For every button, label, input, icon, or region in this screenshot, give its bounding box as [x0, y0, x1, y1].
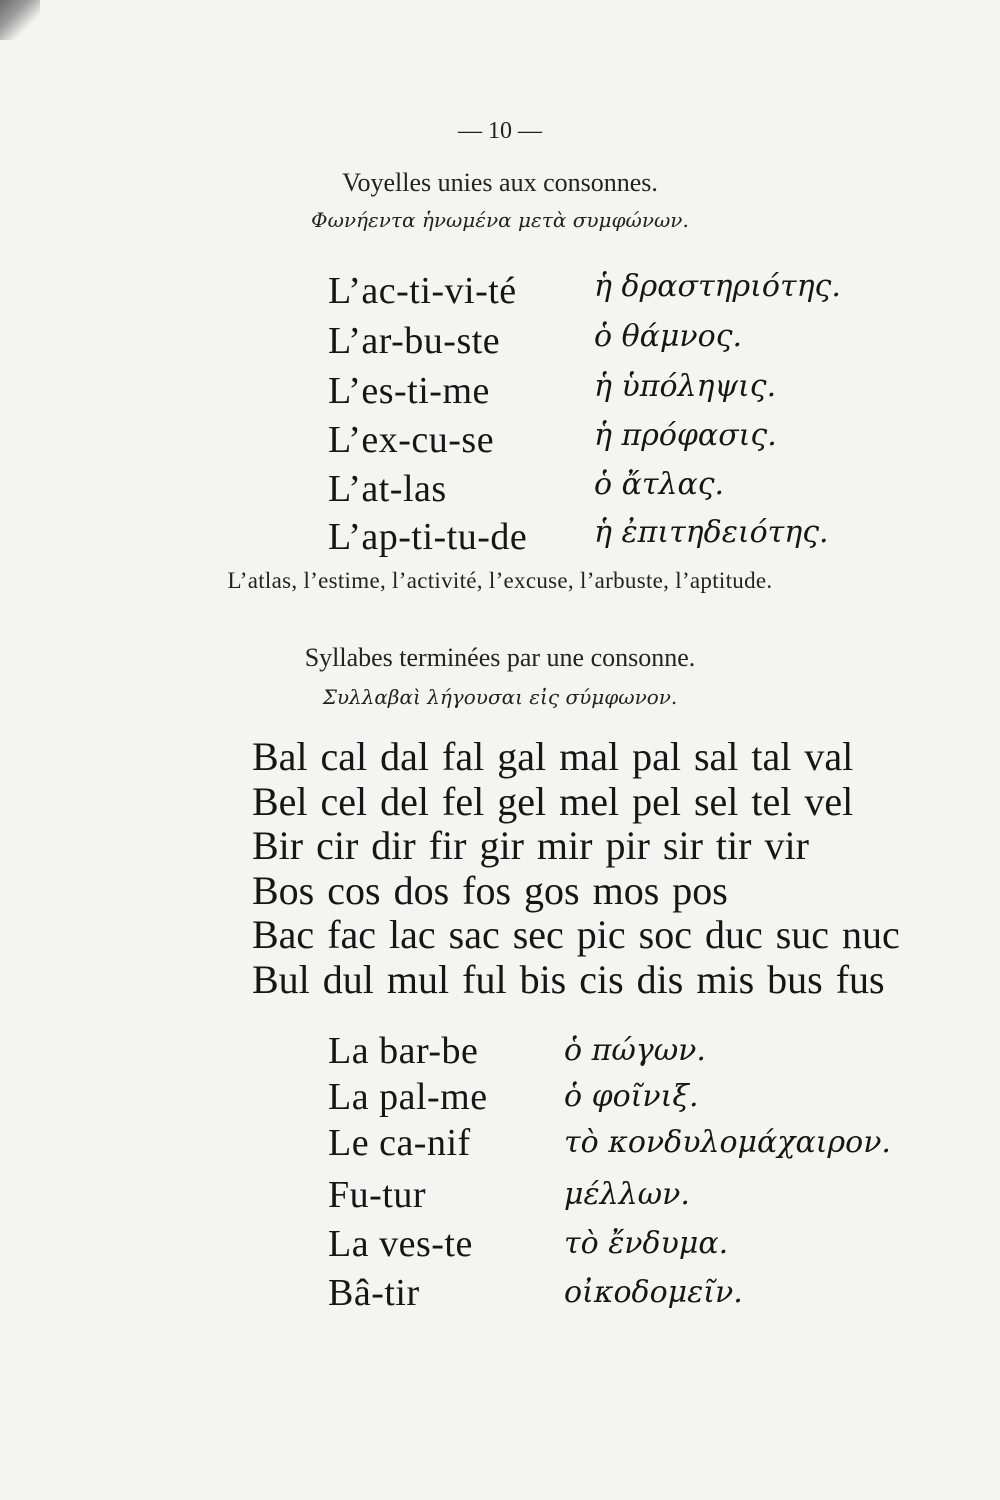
page-corner-shadow: [0, 0, 40, 40]
syllable-row: Bal cal dal fal gal mal pal sal tal val: [252, 734, 854, 779]
syllable-row: Bul dul mul ful bis cis dis mis bus fus: [252, 956, 885, 1002]
vocab-greek: ὁ πώγων.: [564, 1033, 706, 1068]
vocab-greek: μέλλων.: [564, 1177, 690, 1212]
vocab-french: Bâ-tir: [328, 1272, 420, 1314]
vocab-french: L’es-ti-me: [328, 370, 490, 412]
vocab-greek: ἡ δραστηριότης.: [594, 269, 841, 304]
syllable-row: Bac fac lac sac sec pic soc duc suc nuc: [252, 912, 900, 957]
vocab-greek: οἰκοδομεῖν.: [564, 1275, 743, 1310]
vocab-french: Le ca-nif: [328, 1122, 471, 1164]
vocab-greek: ἡ πρόφασις.: [594, 418, 777, 453]
vocab-french: La bar-be: [328, 1030, 479, 1072]
vocab-greek: τὸ ἔνδυμα.: [564, 1226, 729, 1261]
vocab-greek: ἡ ὑπόληψις.: [594, 369, 777, 404]
section2-title-fr: Syllabes terminées par une consonne.: [304, 643, 696, 672]
syllable-row: Bel cel del fel gel mel pel sel tel vel: [252, 778, 854, 824]
vocab-greek: ὁ ἄτλας.: [594, 467, 725, 502]
section2-title-gr: Συλλαβαὶ λήγουσαι εἰς σύμφωνον.: [322, 685, 678, 709]
vocab-french: La pal-me: [328, 1076, 488, 1118]
vocab-french: L’ac-ti-vi-té: [328, 270, 517, 312]
vocab-french: L’at-las: [328, 468, 447, 510]
section1-title-gr: Φωνήεντα ἡνωμένα μετὰ συμφώνων.: [311, 208, 689, 232]
section1-title-fr: Voyelles unies aux consonnes.: [342, 168, 658, 197]
vocab-french: L’ap-ti-tu-de: [328, 516, 528, 558]
vocab-french: L’ar-bu-ste: [328, 320, 501, 362]
vocab-french: La ves-te: [328, 1223, 473, 1265]
syllable-table: [252, 735, 952, 1002]
vocab-greek: ὁ φοῖνιξ.: [564, 1079, 699, 1114]
syllable-row: Bos cos dos fos gos mos pos: [252, 867, 728, 913]
summary-line: L’atlas, l’estime, l’activité, l’excuse, l’arbuste, l’aptitude.: [227, 568, 773, 593]
vocab-greek: τὸ κονδυλομάχαιρον.: [564, 1125, 891, 1160]
vocab-greek: ἡ ἐπιτηδειότης.: [594, 515, 829, 550]
page-number: — 10 —: [458, 118, 542, 144]
vocab-greek: ὁ θάμνος.: [594, 319, 743, 354]
vocab-french: L’ex-cu-se: [328, 419, 495, 461]
vocab-french: Fu-tur: [328, 1174, 426, 1216]
syllable-row: Bir cir dir fir gir mir pir sir tir vir: [252, 823, 809, 868]
